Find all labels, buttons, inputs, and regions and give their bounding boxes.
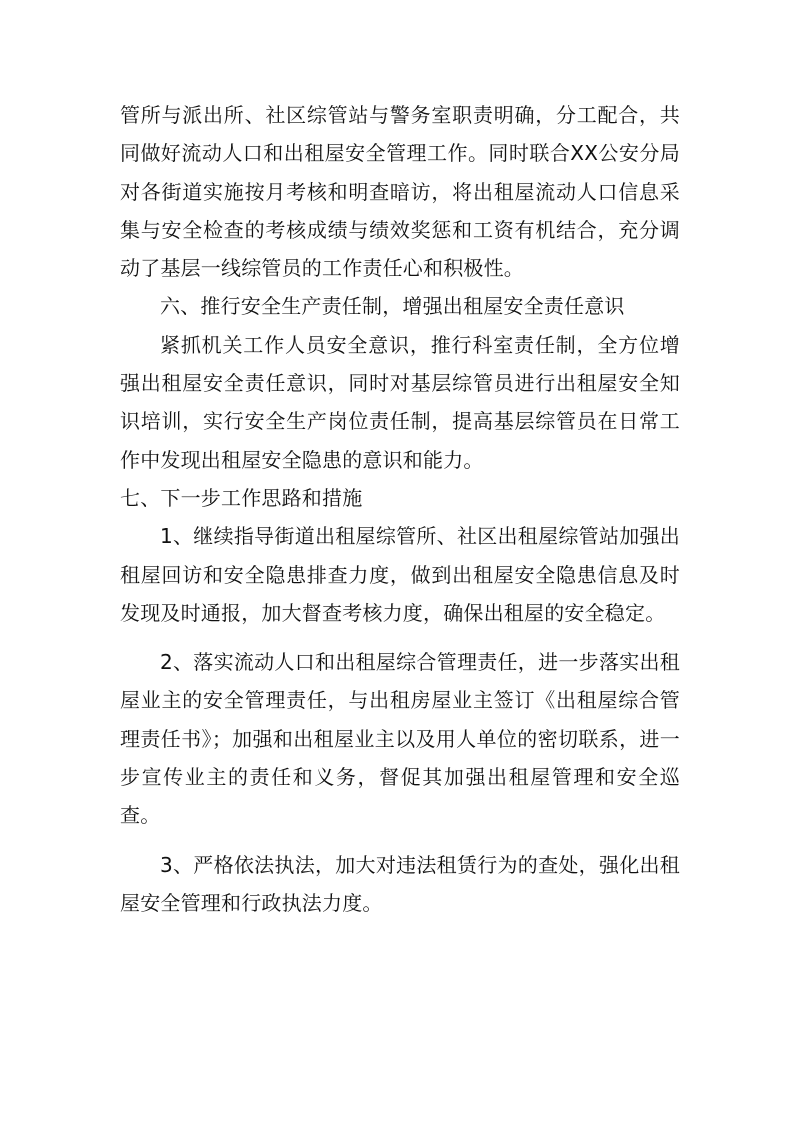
- document-body: [120, 96, 680, 922]
- continuation-paragraph: 管所与派出所、社区综管站与警务室职责明确，分工配合，共同做好流动人口和出租屋安全管理工作。同时联合XX公安分局对各街道实施按月考核和明查暗访，将出租屋流动人口信息采集与安全检查的考核成绩与绩效奖惩和工资有机结合，充分调动了基层一线综管员的工作责任心和积极性。: [120, 103, 680, 281]
- section-six-body: 紧抓机关工作人员安全意识，推行科室责任制，全方位增强出租屋安全责任意识，同时对基层综管员进行出租屋安全知识培训，实行安全生产岗位责任制，提高基层综管员在日常工作中发现出租屋安全隐患的意识和能力。: [120, 332, 680, 472]
- section-seven-heading: 七、下一步工作思路和措施: [120, 485, 363, 510]
- list-item: 3、严格依法执法，加大对违法租赁行为的查处，强化出租屋安全管理和行政执法力度。: [120, 852, 680, 915]
- list-item: 2、落实流动人口和出租屋综合管理责任，进一步落实出租屋业主的安全管理责任，与出租房屋业主签订《出租屋综合管理责任书》；加强和出租屋业主以及用人单位的密切联系，进一步宣传业主的责任和义务，督促其加强出租屋管理和安全巡查。: [120, 650, 680, 828]
- section-six-heading: 六、推行安全生产责任制，增强出租屋安全责任意识: [160, 294, 625, 319]
- list-item: 1、继续指导街道出租屋综管所、社区出租屋综管站加强出租屋回访和安全隐患排查力度，做到出租屋安全隐患信息及时发现及时通报，加大督查考核力度，确保出租屋的安全稳定。: [120, 524, 680, 625]
- section-seven-list: [120, 517, 680, 922]
